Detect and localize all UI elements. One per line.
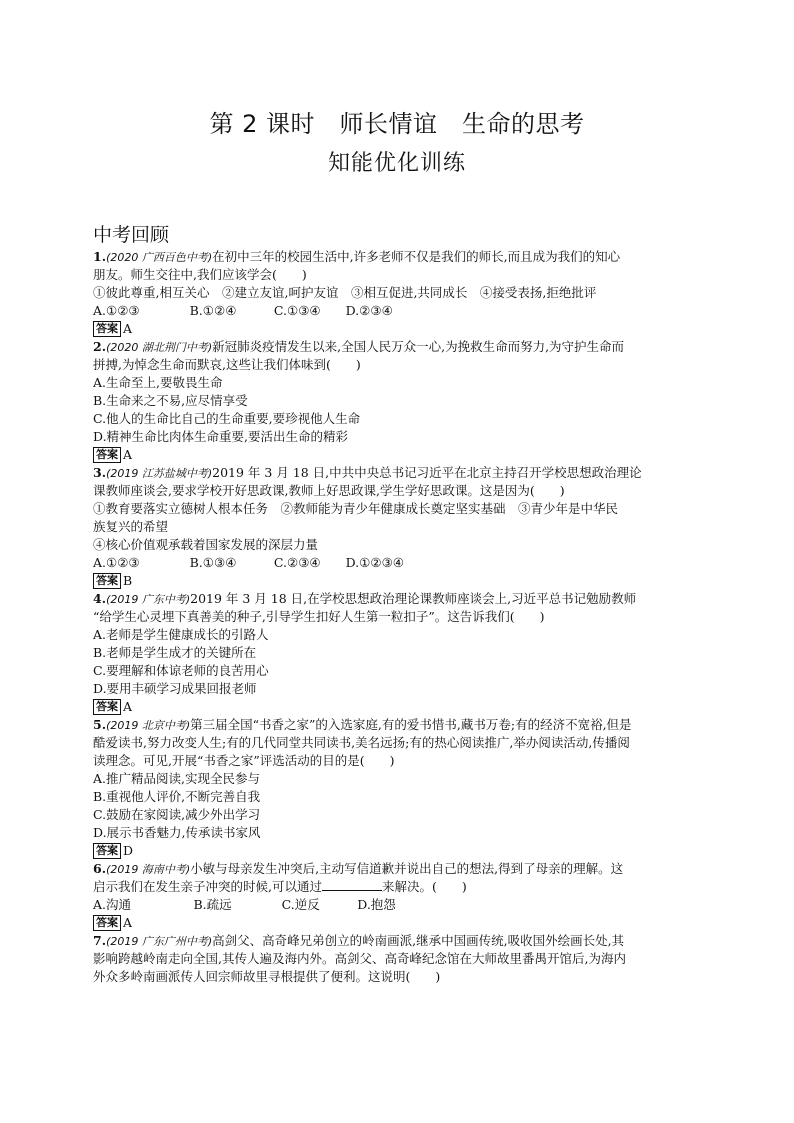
question-text: 高剑父、高奇峰兄弟创立的岭南画派,继承中国画传统,吸收国外绘画长处,其: [212, 933, 625, 948]
question-text: 影响跨越岭南走向全国,其传人遍及海内外。高剑父、高奇峰纪念馆在大师故里番禺开馆后,为海内: [93, 951, 626, 966]
question-block: [93, 590, 699, 716]
question-block: [93, 338, 699, 464]
option-line: A.生命至上,要敬畏生命: [93, 375, 223, 390]
page-subtitle: 知能优化训练: [327, 151, 466, 176]
answer-line: [93, 842, 699, 860]
question-list: [93, 248, 699, 986]
question-source: (2019 海南中考): [106, 863, 191, 876]
question-source: (2019 广东广州中考): [106, 935, 213, 948]
question-number: 2.: [93, 339, 107, 354]
question-number: 1.: [93, 249, 107, 264]
question-text: 课教师座谈会,要求学校开好思政课,教师上好思政课,学生学好思政课。这是因为( ): [93, 483, 565, 498]
question-stem-line: [93, 878, 699, 896]
question-stem-line: [93, 590, 699, 608]
statement-line: ①教育要落实立德树人根本任务 ②教师能为青少年健康成长奠定坚实基础 ③青少年是中华民: [93, 501, 619, 516]
question-number: 3.: [93, 465, 107, 480]
question-number: 7.: [93, 933, 107, 948]
option-line: C.鼓励在家阅读,减少外出学习: [93, 807, 261, 822]
statement-line: ①彼此尊重,相互关心 ②建立友谊,呵护友谊 ③相互促进,共同成长 ④接受表扬,拒绝批评: [93, 285, 597, 300]
question-text: “给学生心灵埋下真善美的种子,引导学生扣好人生第一粒扣子”。这告诉我们( ): [93, 609, 545, 624]
question-stem-line: [93, 734, 699, 752]
answer-badge: 答案: [93, 447, 121, 463]
question-number: 4.: [93, 591, 107, 606]
answer-line: [93, 698, 699, 716]
question-block: [93, 716, 699, 860]
question-stem-line: [93, 716, 699, 734]
answer-line: [93, 320, 699, 338]
answer-value: A: [123, 321, 133, 336]
answer-badge: 答案: [93, 915, 121, 931]
question-number: 6.: [93, 861, 107, 876]
question-text: 新冠肺炎疫情发生以来,全国人民万众一心,为挽救生命而努力,为守护生命而: [212, 339, 625, 354]
answer-value: B: [123, 573, 133, 588]
question-text: 酷爱读书,努力改变人生;有的几代同堂共同读书,美名远扬;有的热心阅读推广,举办阅读活动,传播阅: [93, 735, 630, 750]
question-stem-line: [93, 356, 699, 374]
question-text: 启示我们在发生亲子冲突的时候,可以通过: [93, 879, 322, 894]
question-text: 2019 年 3 月 18 日,在学校思想政治理论课教师座谈会上,习近平总书记勉励教师: [190, 591, 637, 606]
question-stem-line: [93, 752, 699, 770]
question-number: 5.: [93, 717, 107, 732]
option-line: D.展示书香魅力,传承读书家风: [93, 825, 261, 840]
option-line: C.要理解和体谅老师的良苦用心: [93, 663, 269, 678]
question-text: 来解决。( ): [381, 879, 467, 894]
options-row: A.沟通 B.疏远 C.逆反 D.抱怨: [93, 897, 396, 912]
question-text: 外众多岭南画派传人回宗师故里寻根提供了便利。这说明( ): [93, 969, 441, 984]
answer-badge: 答案: [93, 699, 121, 715]
statement-line: 族复兴的希望: [93, 519, 169, 534]
question-stem-line: [93, 932, 699, 950]
question-text: 小敏与母亲发生冲突后,主动写信道歉并说出自己的想法,得到了母亲的理解。这: [190, 861, 624, 876]
question-stem-line: [93, 968, 699, 986]
answer-value: D: [123, 843, 134, 858]
question-stem-line: [93, 950, 699, 968]
answer-value: A: [123, 915, 133, 930]
question-text: 在初中三年的校园生活中,许多老师不仅是我们的师长,而且成为我们的知心: [212, 249, 621, 264]
option-line: B.老师是学生成才的关键所在: [93, 645, 257, 660]
answer-badge: 答案: [93, 321, 121, 337]
question-text: 拼搏,为悼念生命而默哀,这些让我们体味到( ): [93, 357, 361, 372]
question-source: (2019 广东中考): [106, 593, 191, 606]
question-text: 朋友。师生交往中,我们应该学会( ): [93, 267, 307, 282]
question-stem-line: [93, 482, 699, 500]
page-title: 第 2 课时 师长情谊 生命的思考: [209, 110, 585, 138]
option-line: A.推广精品阅读,实现全民参与: [93, 771, 260, 786]
question-stem-line: [93, 464, 699, 482]
question-text: 读理念。可见,开展“书香之家”评选活动的目的是( ): [93, 753, 395, 768]
option-line: C.他人的生命比自己的生命重要,要珍视他人生命: [93, 411, 361, 426]
section-heading: 中考回顾: [93, 224, 170, 246]
question-stem-line: [93, 266, 699, 284]
answer-value: A: [123, 699, 133, 714]
question-source: (2019 江苏盐城中考): [106, 467, 213, 480]
statement-line: ④核心价值观承载着国家发展的深层力量: [93, 537, 319, 552]
question-source: (2019 北京中考): [106, 719, 191, 732]
option-line: D.精神生命比肉体生命重要,要活出生命的精彩: [93, 429, 349, 444]
option-line: B.生命来之不易,应尽情享受: [93, 393, 248, 408]
question-text: 第三届全国“书香之家”的入选家庭,有的爱书惜书,藏书万卷;有的经济不宽裕,但是: [190, 717, 632, 732]
answer-badge: 答案: [93, 843, 121, 859]
option-line: D.要用丰硕学习成果回报老师: [93, 681, 257, 696]
options-row: A.①②③ B.①②④ C.①③④ D.②③④: [93, 303, 393, 318]
option-line: B.重视他人评价,不断完善自我: [93, 789, 261, 804]
question-stem-line: [93, 860, 699, 878]
option-line: A.老师是学生健康成长的引路人: [93, 627, 269, 642]
answer-line: [93, 914, 699, 932]
question-block: [93, 932, 699, 986]
question-block: [93, 248, 699, 338]
fill-blank: [322, 878, 382, 891]
question-stem-line: [93, 338, 699, 356]
options-row: A.①②③ B.①③④ C.②③④ D.①②③④: [93, 555, 404, 570]
question-source: (2020 湖北荆门中考): [106, 341, 213, 354]
answer-badge: 答案: [93, 573, 121, 589]
question-block: [93, 464, 699, 590]
question-text: 2019 年 3 月 18 日,中共中央总书记习近平在北京主持召开学校思想政治理论: [212, 465, 642, 480]
answer-line: [93, 446, 699, 464]
question-block: [93, 860, 699, 932]
question-source: (2020 广西百色中考): [106, 251, 213, 264]
question-stem-line: [93, 248, 699, 266]
question-stem-line: [93, 608, 699, 626]
answer-line: [93, 572, 699, 590]
answer-value: A: [123, 447, 133, 462]
